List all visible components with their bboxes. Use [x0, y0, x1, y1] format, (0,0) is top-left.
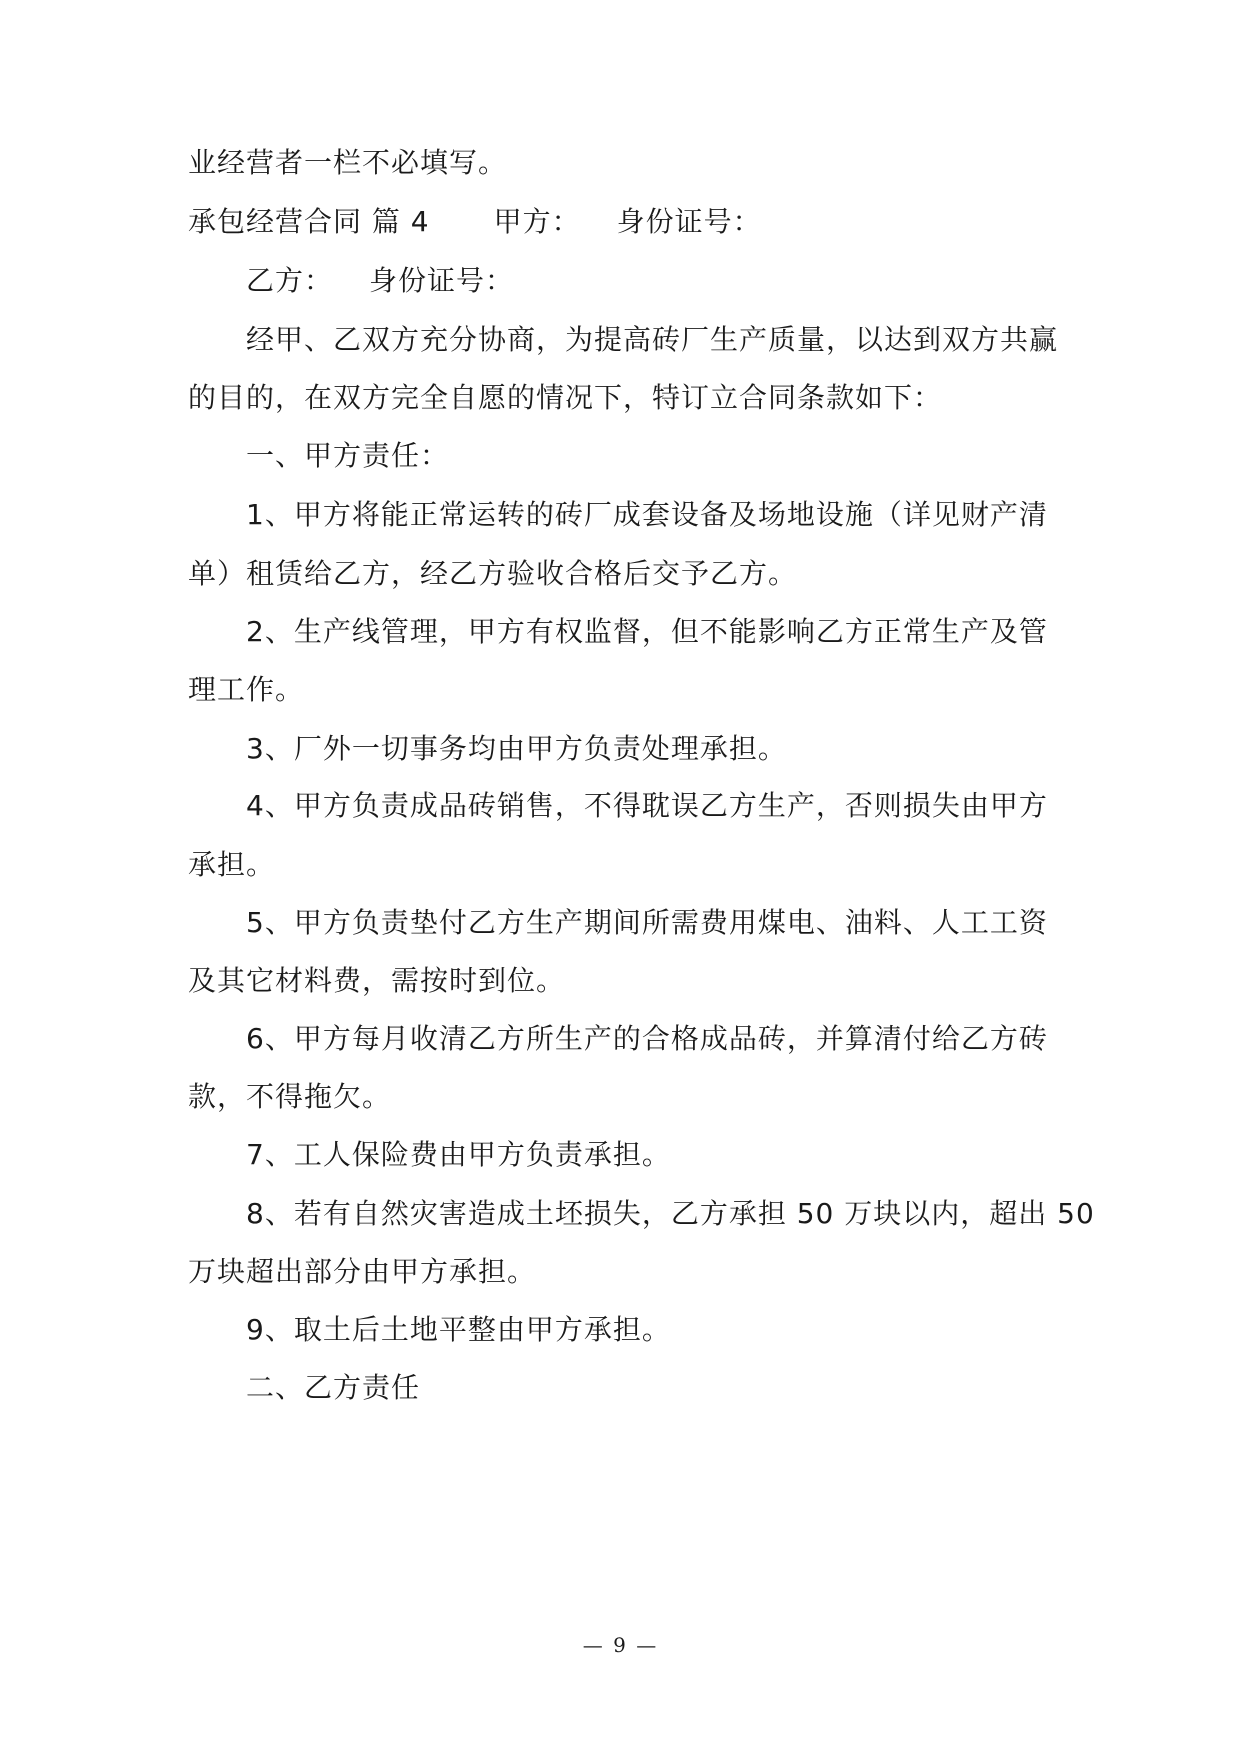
- clause-line: 2、生产线管理，甲方有权监督，但不能影响乙方正常生产及管: [246, 615, 1048, 648]
- clause-line: 9、取土后土地平整由甲方承担。: [246, 1313, 671, 1346]
- party-a-id-label: 身份证号：: [616, 205, 762, 238]
- party-b-label: 乙方：: [246, 264, 334, 297]
- party-b-line: [246, 261, 1068, 301]
- clause-line: 及其它材料费，需按时到位。: [188, 964, 566, 997]
- clause-line: 1、甲方将能正常运转的砖厂成套设备及场地设施（详见财产清: [246, 498, 1048, 531]
- paragraph-line: 业经营者一栏不必填写。: [188, 146, 508, 179]
- contract-title: 承包经营合同 篇 4: [188, 205, 430, 238]
- page-number: — 9 —: [582, 1633, 659, 1657]
- paragraph-line: 的目的，在双方完全自愿的情况下，特订立合同条款如下：: [188, 381, 943, 414]
- party-b-id-label: 身份证号：: [369, 264, 515, 297]
- clause-line: 8、若有自然灾害造成土坯损失，乙方承担 50 万块以内，超出 50: [246, 1197, 1095, 1230]
- clause-line: 万块超出部分由甲方承担。: [188, 1255, 537, 1288]
- clause-line: 款，不得拖欠。: [188, 1080, 392, 1113]
- clause-line: 4、甲方负责成品砖销售，不得耽误乙方生产，否则损失由甲方: [246, 789, 1048, 822]
- section-heading: 一、甲方责任：: [246, 439, 450, 472]
- contract-header-line: [188, 202, 1068, 242]
- clause-line: 单）租赁给乙方，经乙方验收合格后交予乙方。: [188, 557, 798, 590]
- clause-line: 3、厂外一切事务均由甲方负责处理承担。: [246, 732, 787, 765]
- clause-line: 5、甲方负责垫付乙方生产期间所需费用煤电、油料、人工工资: [246, 906, 1048, 939]
- clause-line: 6、甲方每月收清乙方所生产的合格成品砖，并算清付给乙方砖: [246, 1022, 1048, 1055]
- section-heading: 二、乙方责任: [246, 1371, 421, 1404]
- clause-line: 理工作。: [188, 673, 305, 706]
- clause-line: 7、工人保险费由甲方负责承担。: [246, 1138, 671, 1171]
- paragraph-line: 经甲、乙双方充分协商，为提高砖厂生产质量，以达到双方共赢: [246, 323, 1059, 356]
- clause-line: 承担。: [188, 848, 276, 881]
- party-a-label: 甲方：: [493, 205, 581, 238]
